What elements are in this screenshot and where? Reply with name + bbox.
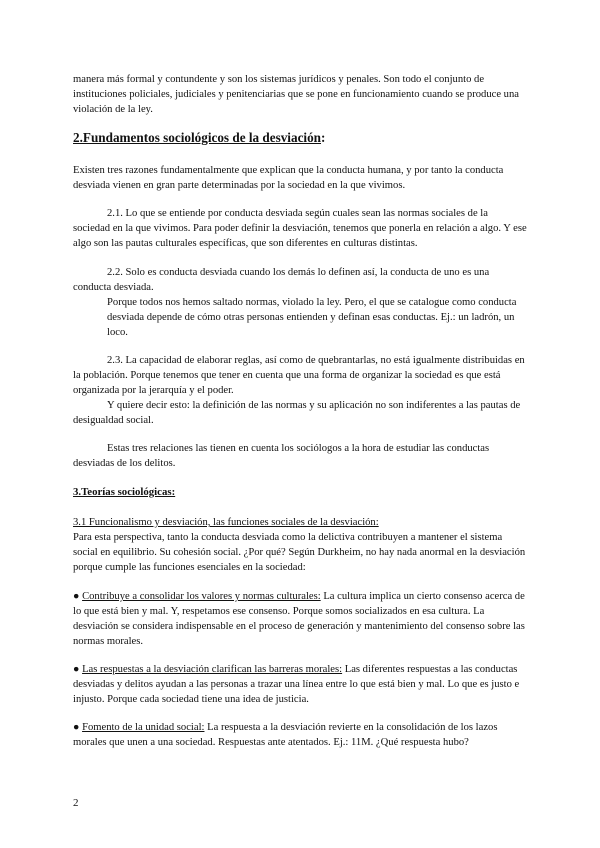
point-2-3: 2.3. La capacidad de elaborar reglas, así como de quebrantarlas, no está igualmente distribuidas en la población. Porque tenemos que tener en cuenta que una forma de organizar la sociedad es que está organizada por la jerarquía y el poder. <box>73 355 525 396</box>
bullet-marker: ● <box>73 664 80 675</box>
point-2-3-block <box>73 353 527 428</box>
bullet-text: Las diferentes respuestas a las conductas desviadas y delitos ayudan a las personas a trazar una línea entre lo que está bien y mal. Lo que es justo e injusto. Porque cada sociedad tiene una idea de justicia. <box>73 664 520 705</box>
point-2-2: 2.2. Solo es conducta desviada cuando los demás lo definen así, la conducta de uno es una conducta desviada. <box>73 267 490 293</box>
section-2-intro: Existen tres razones fundamentalmente que explican que la conducta humana, y por tanto la conducta desviada vienen en gran parte determinadas por la sociedad en la que vivimos. <box>73 165 504 191</box>
bullet-title: Las respuestas a la desviación clarifican las barreras morales: <box>82 664 343 675</box>
point-2-2-detail: Porque todos nos hemos saltado normas, violado la ley. Pero, el que se catalogue como conducta desviada depende de cómo otras personas entienden y definan esas conductas. Ej.: un ladrón, un loco. <box>107 297 517 338</box>
subsection-3-1-title: 3.1 Funcionalismo y desviación, las funciones sociales de la desviación: <box>73 517 379 528</box>
section-2-closing-block <box>73 441 527 471</box>
bullet-text: La cultura implica un cierto consenso acerca de lo que está bien y mal. Y, respetamos ese consenso. Porque somos socializados en esa cultura. La desviación se considera indispensable en el proceso de generación y mantenimiento del consenso sobre las normas morales. <box>73 591 525 647</box>
bullet-2-block <box>73 662 527 707</box>
intro-paragraph: manera más formal y contundente y son los sistemas jurídicos y penales. Son todo el conjunto de instituciones policiales, judiciales y penitenciarias que se pone en funcionamiento cuando se produce una violación de la ley. <box>73 74 519 115</box>
bullet-item <box>73 589 527 649</box>
bullet-title: Contribuye a consolidar los valores y normas culturales: <box>82 591 321 602</box>
intro-paragraph-block <box>73 72 527 117</box>
bullet-3-block <box>73 720 527 750</box>
section-2-heading-block <box>73 130 527 146</box>
section-2-heading <box>73 130 527 146</box>
section-2-heading-suffix: : <box>321 130 326 145</box>
section-3-heading-block <box>73 485 527 500</box>
bullet-marker: ● <box>73 722 80 733</box>
bullet-item <box>73 720 527 750</box>
bullet-1-block <box>73 589 527 649</box>
section-2-intro-block <box>73 163 527 193</box>
point-2-2-block <box>73 265 527 340</box>
bullet-item <box>73 662 527 707</box>
section-2-heading-text: 2.Fundamentos sociológicos de la desviación <box>73 130 322 145</box>
bullet-marker: ● <box>73 591 80 602</box>
bullet-title: Fomento de la unidad social: <box>82 722 205 733</box>
subsection-3-1-block <box>73 515 527 575</box>
bullet-text: La respuesta a la desviación revierte en la consolidación de los lazos morales que unen a una sociedad. Respuestas ante atentados. Ej.: 11M. ¿Qué respuesta hubo? <box>73 722 498 748</box>
point-2-3-detail: Y quiere decir esto: la definición de las normas y su aplicación no son indiferentes a las pautas de desigualdad social. <box>73 400 521 426</box>
page-number: 2 <box>73 797 79 809</box>
section-3-heading: 3.Teorías sociológicas: <box>73 486 176 498</box>
subsection-3-1-text: Para esta perspectiva, tanto la conducta desviada como la delictiva contribuyen a mantener el sistema social en equilibrio. Su cohesión social. ¿Por qué? Según Durkheim, no hay nada anormal en la desviación porque cumple las funciones esenciales en la sociedad: <box>73 532 526 573</box>
point-2-1: 2.1. Lo que se entiende por conducta desviada según cuales sean las normas sociales de la sociedad en la que vivimos. Para poder definir la desviación, tenemos que ponerla en relación a algo. Y ese algo son las pautas culturales específicas, que son diferentes en culturas distintas. <box>73 208 527 249</box>
point-2-1-block <box>73 206 527 251</box>
section-2-closing: Estas tres relaciones las tienen en cuenta los sociólogos a la hora de estudiar las conductas desviadas de los delitos. <box>73 443 490 469</box>
